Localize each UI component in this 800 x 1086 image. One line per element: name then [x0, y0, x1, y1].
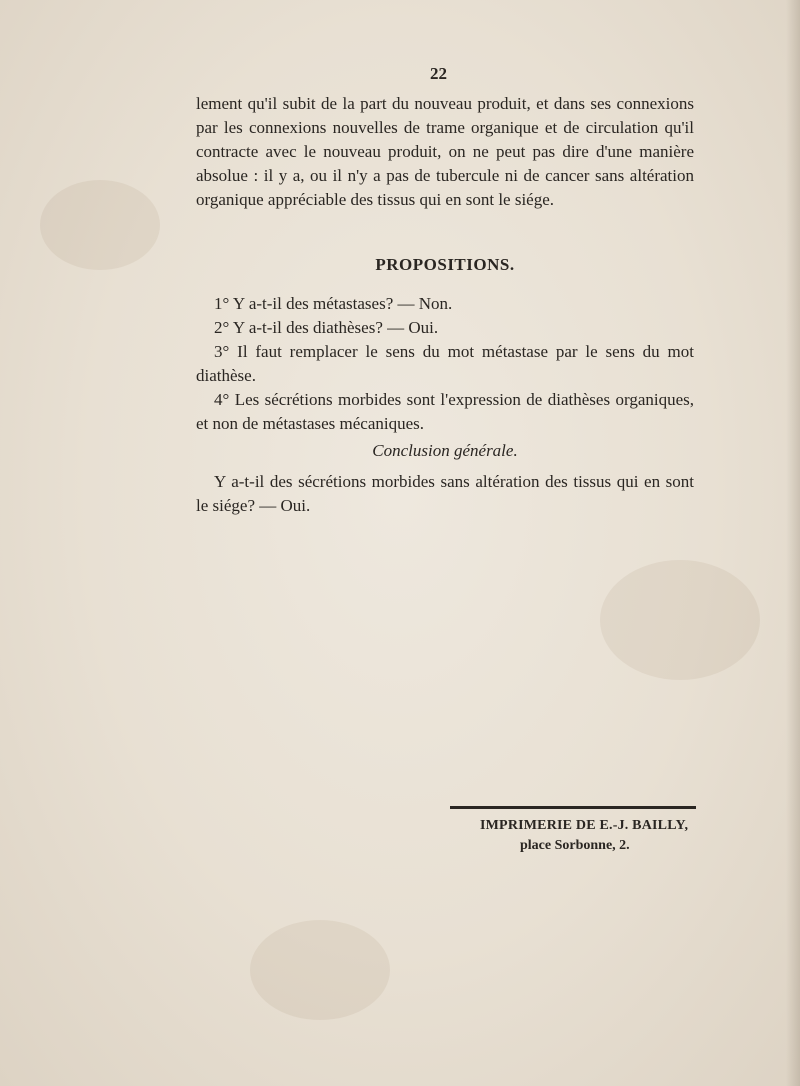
printer-name: IMPRIMERIE DE E.-J. BAILLY,: [480, 818, 689, 833]
page-number: 22: [430, 64, 447, 83]
propositions-heading: PROPOSITIONS.: [375, 255, 515, 274]
printer-address: place Sorbonne, 2.: [520, 838, 630, 853]
proposition-item: 3° Il faut remplacer le sens du mot métastase par le sens du mot diathèse.: [196, 342, 694, 385]
proposition-item: 4° Les sécrétions morbides sont l'expression de diathèses organiques, et non de métastases mécaniques.: [196, 390, 694, 433]
conclusion-heading: Conclusion générale.: [372, 441, 518, 460]
printer-divider: [450, 806, 696, 809]
page-edge-shadow: [786, 0, 800, 1086]
proposition-item: 1° Y a-t-il des métastases? — Non.: [214, 294, 453, 313]
propositions-list: [196, 292, 694, 436]
conclusion-text: Y a-t-il des sécrétions morbides sans altération des tissus qui en sont le siége? — Oui.: [196, 472, 694, 515]
intro-paragraph: lement qu'il subit de la part du nouveau produit, et dans ses connexions par les connexions nouvelles de trame organique et de circulation qu'il contracte avec le nouveau produit, on ne peut pas dire d'une manière absolue : il y a, ou il n'y a pas de tubercule ni de cancer sans altération organique appréciable des tissus qui en sont le siége.: [196, 94, 694, 209]
paper-stain: [600, 560, 760, 680]
paper-stain: [40, 180, 160, 270]
proposition-item: 2° Y a-t-il des diathèses? — Oui.: [214, 318, 439, 337]
paper-stain: [250, 920, 390, 1020]
